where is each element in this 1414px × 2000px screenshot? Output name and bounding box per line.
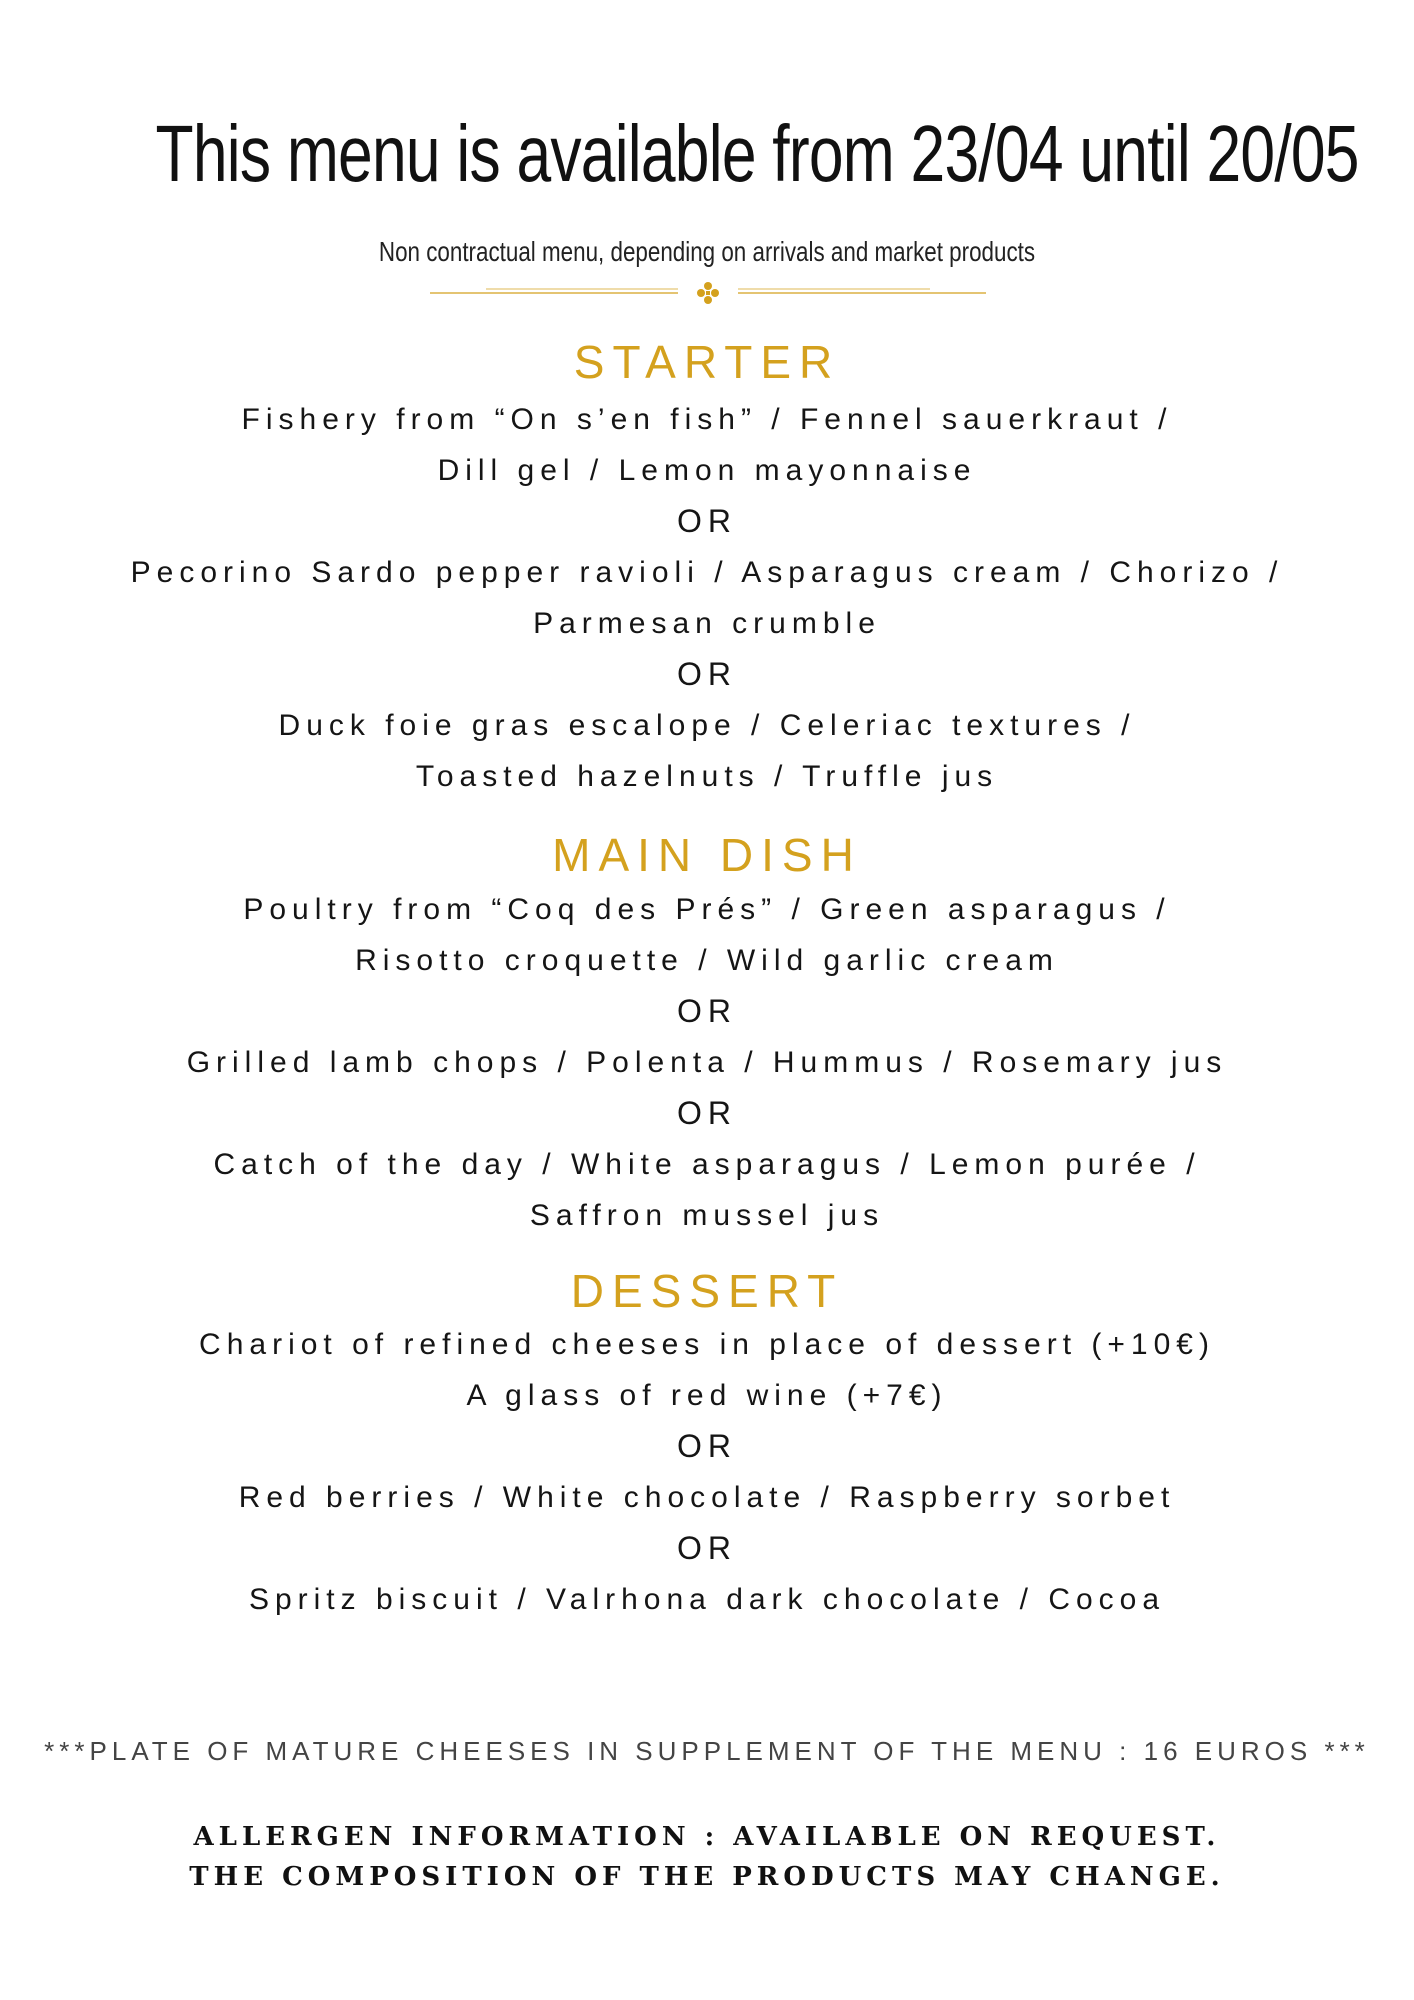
or-separator: OR (677, 503, 737, 539)
menu-line: Pecorino Sardo pepper ravioli / Asparagus cream / Chorizo / (130, 556, 1284, 589)
or-separator: OR (677, 656, 737, 692)
menu-line: Spritz biscuit / Valrhona dark chocolate / Cocoa (248, 1583, 1166, 1616)
menu-line: Fishery from “On s’en fish” / Fennel sauerkraut / (241, 403, 1173, 436)
menu-title: This menu is available from 23/04 until 20/05 (155, 109, 1359, 198)
menu-line: Red berries / White chocolate / Raspberry sorbet (238, 1481, 1176, 1514)
menu-line: Chariot of refined cheeses in place of dessert (+10€) (199, 1328, 1215, 1361)
or-separator: OR (677, 1428, 737, 1464)
menu-line: Risotto croquette / Wild garlic cream (355, 944, 1059, 977)
menu-line: Parmesan crumble (533, 607, 881, 640)
menu-line: Grilled lamb chops / Polenta / Hummus / Rosemary jus (186, 1046, 1228, 1079)
menu-line: Catch of the day / White asparagus / Lemon purée / (213, 1148, 1201, 1181)
menu-line: Saffron mussel jus (529, 1199, 885, 1232)
menu-line: Dill gel / Lemon mayonnaise (437, 454, 977, 487)
or-separator: OR (677, 1095, 737, 1131)
menu-line: Toasted hazelnuts / Truffle jus (415, 760, 999, 793)
allergen-info: ALLERGEN INFORMATION : AVAILABLE ON REQUEST. (193, 1822, 1221, 1852)
section-title-starter: STARTER (573, 336, 841, 388)
or-separator: OR (677, 1530, 737, 1566)
cheese-supplement-note: ***PLATE OF MATURE CHEESES IN SUPPLEMENT OF THE MENU : 16 EUROS *** (44, 1736, 1370, 1766)
menu-line: Poultry from “Coq des Prés” / Green asparagus / (243, 893, 1171, 926)
menu-subtitle: Non contractual menu, depending on arrivals and market products (378, 236, 1036, 267)
ornament-divider-icon (430, 281, 986, 305)
composition-notice: THE COMPOSITION OF THE PRODUCTS MAY CHANGE. (189, 1862, 1225, 1892)
menu-line: Duck foie gras escalope / Celeriac textures / (278, 709, 1136, 742)
or-separator: OR (677, 993, 737, 1029)
section-title-dessert: DESSERT (570, 1265, 844, 1317)
menu-line: A glass of red wine (+7€) (466, 1379, 948, 1412)
section-title-main-dish: MAIN DISH (552, 829, 862, 881)
